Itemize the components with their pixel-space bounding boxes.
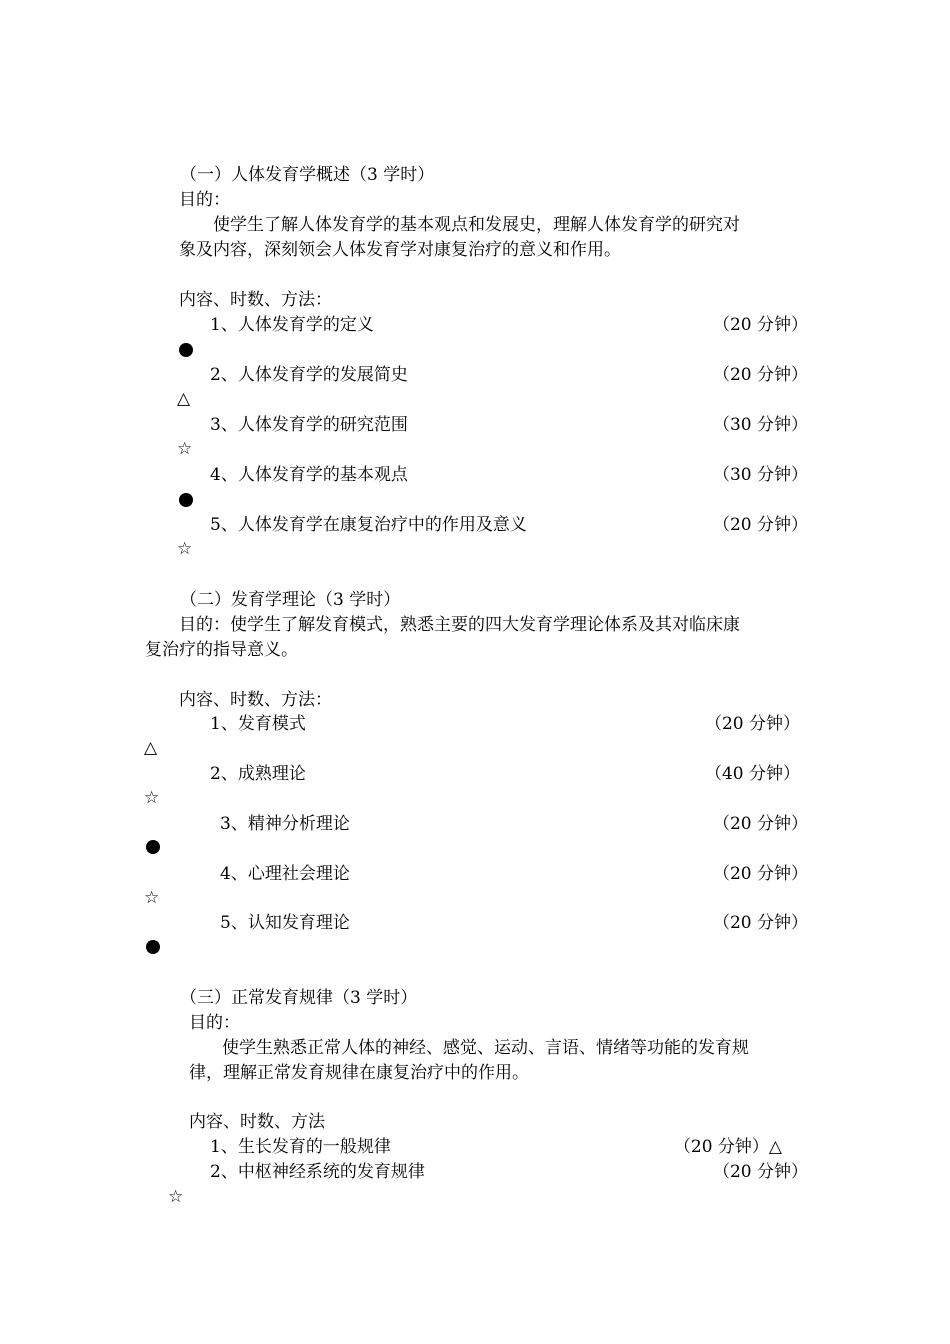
item-time: （20 分钟） xyxy=(712,365,808,385)
item-text: 3、精神分析理论 xyxy=(220,814,350,834)
item-text: 2、中枢神经系统的发育规律 xyxy=(210,1162,425,1182)
section-3-heading: （三）正常发育规律（3 学时） xyxy=(180,988,418,1008)
star-icon: ☆ xyxy=(168,1187,184,1207)
item-time: （30 分钟） xyxy=(712,415,808,435)
star-icon: ☆ xyxy=(177,439,193,459)
item-time: （30 分钟） xyxy=(712,465,808,485)
section-3-purpose-label: 目的： xyxy=(189,1013,240,1033)
section-3-purpose-line2: 律，理解正常发育规律在康复治疗中的作用。 xyxy=(189,1063,529,1083)
section-2-content-label: 内容、时数、方法： xyxy=(179,690,332,710)
item-time: （20 分钟） xyxy=(712,864,808,884)
item-text: 4、人体发育学的基本观点 xyxy=(210,465,408,485)
section-2-purpose-line2: 复治疗的指导意义。 xyxy=(145,640,298,660)
item-text: 1、发育模式 xyxy=(210,714,306,734)
item-text: 2、人体发育学的发展简史 xyxy=(210,365,408,385)
star-icon: ☆ xyxy=(144,888,160,908)
item-text: 4、心理社会理论 xyxy=(220,864,350,884)
section-1-purpose-line1: 使学生了解人体发育学的基本观点和发展史，理解人体发育学的研究对 xyxy=(213,215,740,235)
section-1-heading: （一）人体发育学概述（3 学时） xyxy=(180,165,435,185)
section-2-heading: （二）发育学理论（3 学时） xyxy=(180,590,401,610)
item-text: 5、认知发育理论 xyxy=(220,913,350,933)
section-3-purpose-line1: 使学生熟悉正常人体的神经、感觉、运动、言语、情绪等功能的发育规 xyxy=(222,1038,749,1058)
filled-circle-icon xyxy=(179,343,193,357)
section-1-purpose-line2: 象及内容，深刻领会人体发育学对康复治疗的意义和作用。 xyxy=(179,240,621,260)
item-time: （20 分钟） xyxy=(712,814,808,834)
item-time: （20 分钟） xyxy=(712,913,808,933)
item-text: 2、成熟理论 xyxy=(210,764,306,784)
triangle-icon: △ xyxy=(177,389,191,409)
item-time: （20 分钟） xyxy=(712,515,808,535)
item-text: 1、生长发育的一般规律 xyxy=(210,1137,391,1157)
star-icon: ☆ xyxy=(177,539,193,559)
item-time: （20 分钟） xyxy=(712,315,808,335)
item-time: （40 分钟） xyxy=(704,764,800,784)
item-time: （20 分钟）△ xyxy=(673,1137,782,1157)
item-text: 3、人体发育学的研究范围 xyxy=(210,415,408,435)
filled-circle-icon xyxy=(146,840,160,854)
section-1-content-label: 内容、时数、方法： xyxy=(179,290,332,310)
item-text: 5、人体发育学在康复治疗中的作用及意义 xyxy=(210,515,527,535)
section-2-purpose-line1: 目的：使学生了解发育模式，熟悉主要的四大发育学理论体系及其对临床康 xyxy=(179,615,740,635)
item-text: 1、人体发育学的定义 xyxy=(210,315,374,335)
item-time: （20 分钟） xyxy=(712,1162,808,1182)
filled-circle-icon xyxy=(146,940,160,954)
section-1-purpose-label: 目的： xyxy=(179,190,230,210)
item-time: （20 分钟） xyxy=(704,714,800,734)
star-icon: ☆ xyxy=(144,788,160,808)
section-3-content-label: 内容、时数、方法 xyxy=(189,1112,325,1132)
triangle-icon: △ xyxy=(144,738,158,758)
filled-circle-icon xyxy=(179,493,193,507)
